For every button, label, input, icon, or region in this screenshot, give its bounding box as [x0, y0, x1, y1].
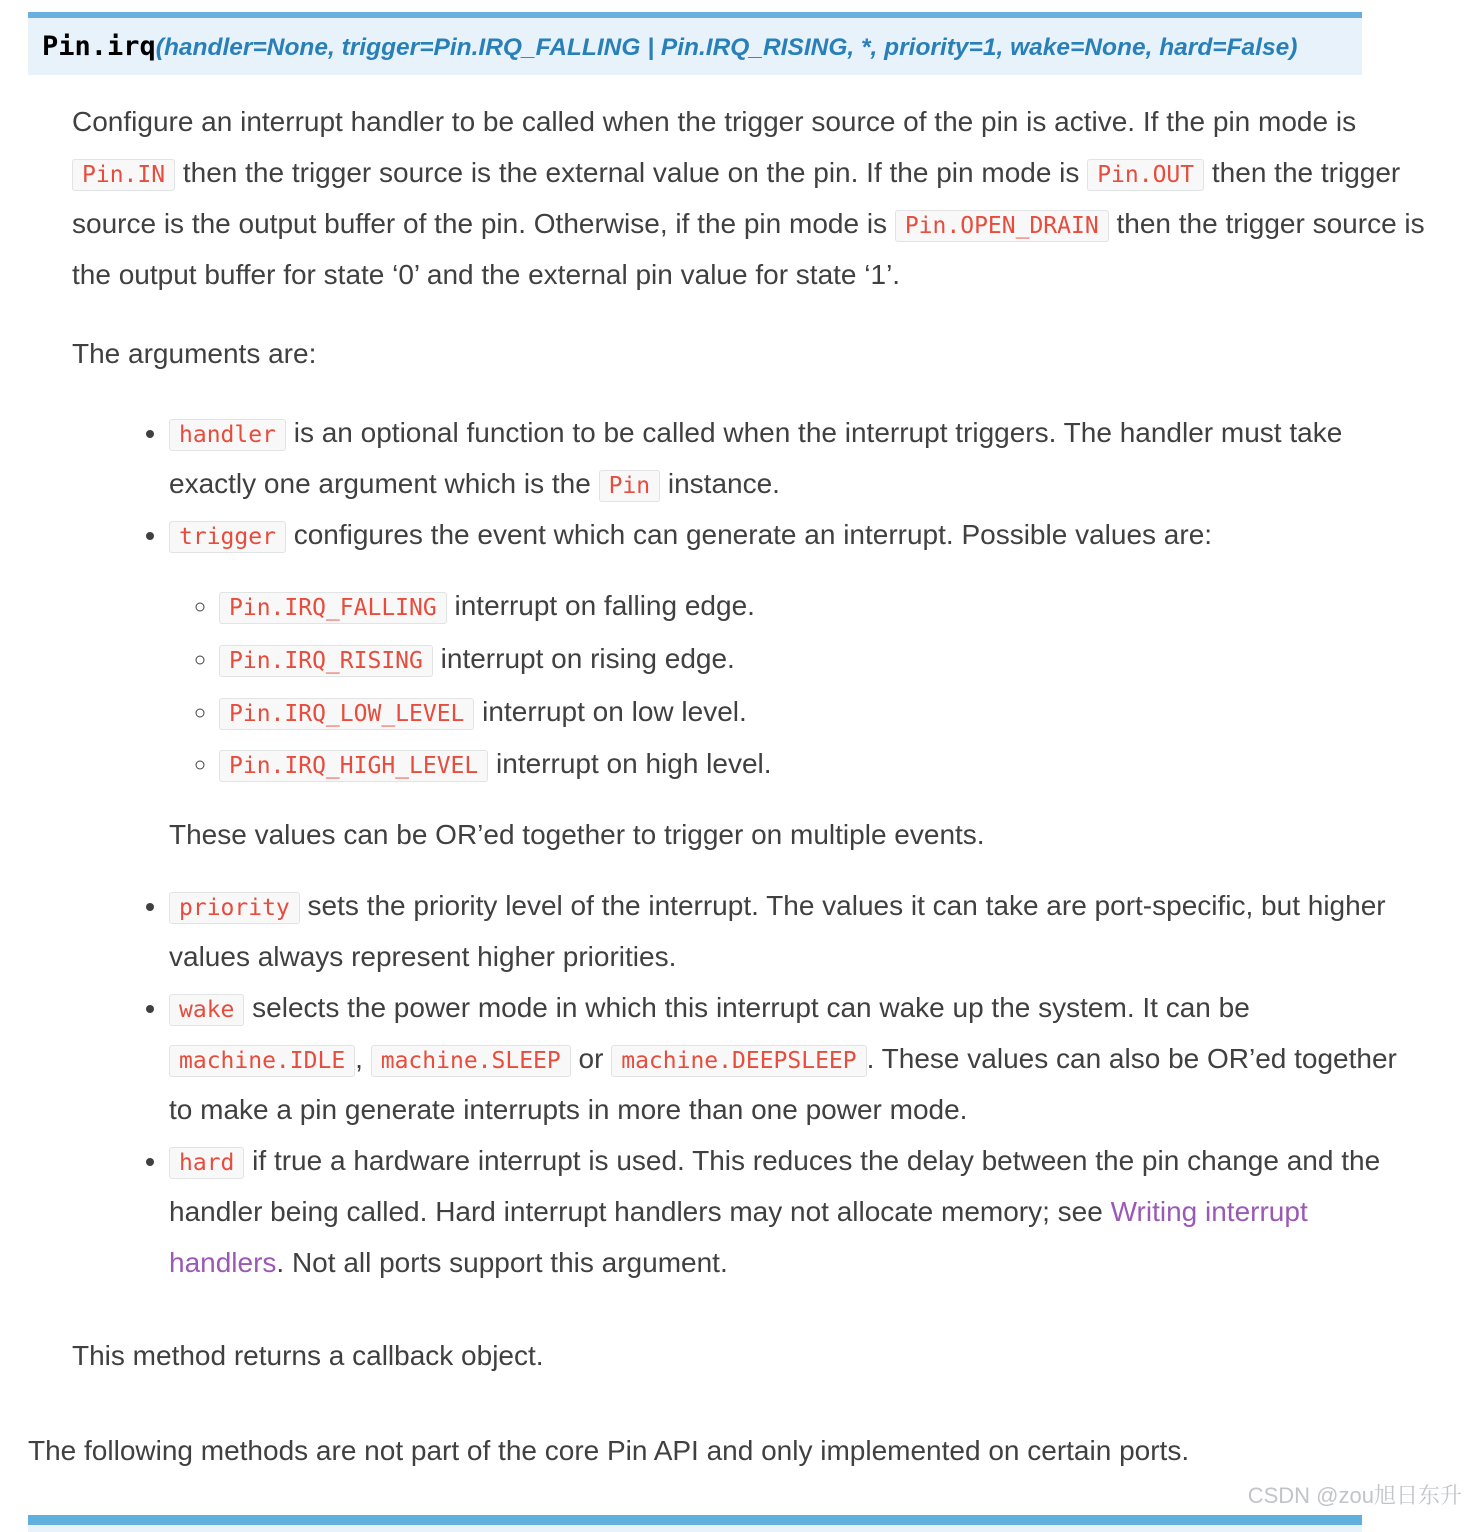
text-run: ,: [355, 1043, 371, 1075]
inline-code: machine.DEEPSLEEP: [611, 1045, 866, 1077]
text-run: interrupt on rising edge.: [432, 642, 735, 674]
text-run: or: [570, 1043, 612, 1075]
arg-trigger-item: [169, 510, 1424, 862]
writing-interrupt-handlers-link[interactable]: Writing interrupt handlers: [169, 1196, 1308, 1279]
arg-wake-item: [169, 983, 1424, 1136]
text-run: is an optional function to be called when the interrupt triggers. The handler must take exactly one argument which is the: [169, 416, 1343, 499]
arg-priority-item: [169, 881, 1424, 983]
arg-trigger-text: [169, 519, 1212, 550]
arg-handler-item: [169, 408, 1424, 510]
inline-code: Pin.OPEN_DRAIN: [895, 210, 1109, 242]
inline-code: hard: [169, 1147, 244, 1179]
trigger-note: These values can be OR’ed together to trigger on multiple events.: [169, 819, 985, 851]
inline-code: Pin.IRQ_HIGH_LEVEL: [219, 750, 488, 782]
arguments-heading: The arguments are:: [72, 337, 317, 369]
trigger-values-list: [169, 581, 1424, 791]
text-run: sets the priority level of the interrupt. The values it can take are port-specific, but higher values always represent higher priorities.: [169, 890, 1386, 973]
text-run: . These values can also be OR’ed together to make a pin generate interrupts in more than one power mode.: [169, 1043, 1397, 1126]
text-run: selects the power mode in which this interrupt can wake up the system. It can be: [244, 992, 1250, 1024]
trigger-rising-item: [219, 634, 1424, 685]
arg-hard-item: [169, 1136, 1424, 1289]
text-run: instance.: [660, 467, 780, 499]
inline-code: handler: [169, 419, 286, 451]
inline-code: trigger: [169, 521, 286, 553]
ports-note: The following methods are not part of the core Pin API and only implemented on certain ports.: [28, 1434, 1190, 1466]
inline-code: priority: [169, 892, 300, 924]
inline-code: Pin: [599, 470, 661, 502]
trigger-high-level-item: [219, 739, 1424, 790]
text-run: interrupt on falling edge.: [446, 589, 755, 621]
inline-code: Pin.IRQ_LOW_LEVEL: [219, 698, 474, 730]
method-pin-irq: [28, 12, 1446, 1382]
watermark: CSDN @zou旭日东升: [1247, 1483, 1462, 1508]
method-name: Pin.irq: [42, 31, 156, 62]
inline-code: Pin.IRQ_FALLING: [219, 592, 447, 624]
text-run: then the trigger source is the output buffer for state ‘0’ and the external pin value for state ‘1’.: [72, 207, 1425, 290]
trigger-falling-item: [219, 581, 1424, 632]
text-run: interrupt on low level.: [474, 695, 747, 727]
inline-code: Pin.IRQ_RISING: [219, 645, 433, 677]
text-run: then the trigger source is the external value on the pin. If the pin mode is: [175, 156, 1088, 188]
inline-code: machine.SLEEP: [371, 1045, 571, 1077]
text-run: then the trigger source is the output buffer of the pin. Otherwise, if the pin mode is: [72, 156, 1401, 239]
method-signature: [28, 12, 1362, 75]
inline-code: Pin.IN: [72, 159, 175, 191]
text-run: Configure an interrupt handler to be called when the trigger source of the pin is active. If the pin mode is: [72, 106, 1357, 137]
returns-paragraph: This method returns a callback object.: [72, 1340, 544, 1372]
trigger-low-level-item: [219, 687, 1424, 738]
next-method-signature-partial: [28, 1515, 1362, 1532]
arguments-list: [72, 408, 1446, 1289]
method-description: [72, 97, 1446, 1382]
inline-code: Pin.OUT: [1087, 159, 1204, 191]
text-run: interrupt on high level.: [488, 748, 772, 780]
inline-code: machine.IDLE: [169, 1045, 355, 1077]
intro-paragraph: [72, 97, 1446, 301]
method-params: (handler=None, trigger=Pin.IRQ_FALLING | Pin.IRQ_RISING, *, priority=1, wake=None, hard=False): [155, 34, 1298, 61]
text-run: configures the event which can generate an interrupt. Possible values are:: [285, 518, 1213, 550]
text-run: if true a hardware interrupt is used. This reduces the delay between the pin change and the handler being called. Hard interrupt handlers may not allocate memory; see: [169, 1145, 1381, 1228]
inline-code: wake: [169, 994, 244, 1026]
text-run: . Not all ports support this argument.: [276, 1247, 728, 1279]
